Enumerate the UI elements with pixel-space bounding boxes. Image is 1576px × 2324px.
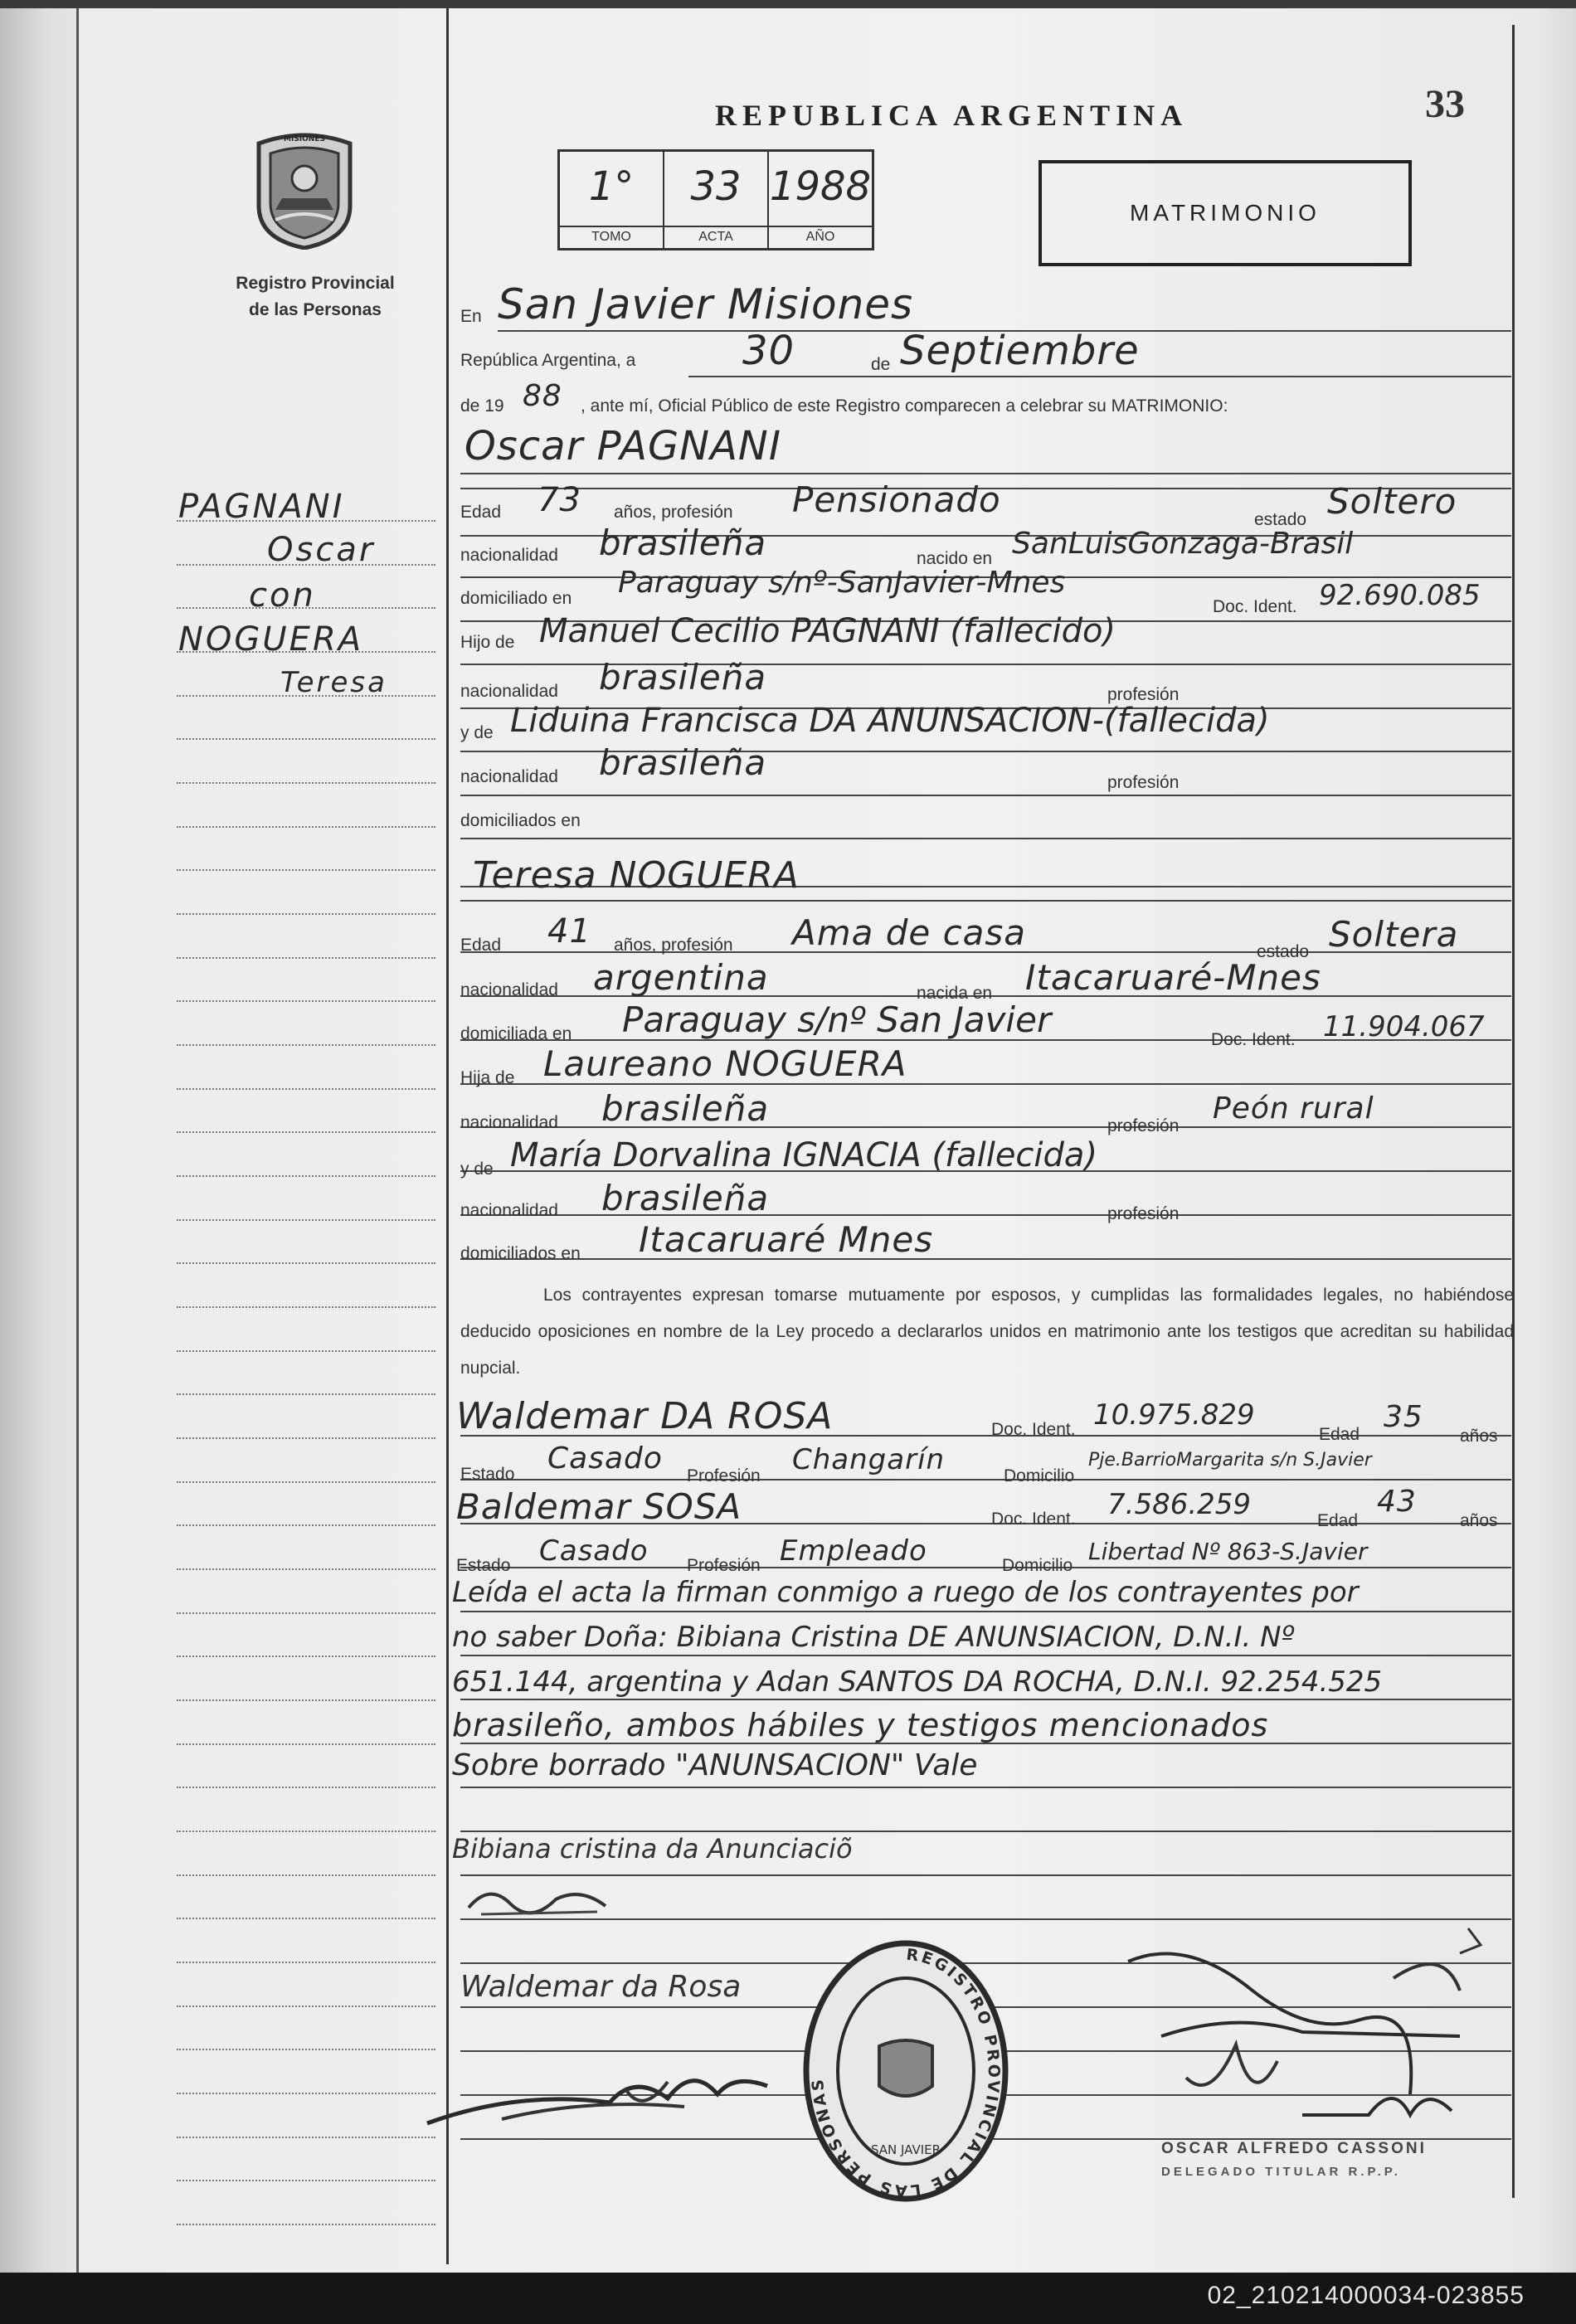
tomo-value: 1° [588,163,635,210]
tomo-cell [560,152,664,248]
province-emblem-icon [251,127,358,250]
groom-father-nac-label: nacionalidad [460,682,558,701]
note-line: Leída el acta la firman conmigo a ruego de los contrayentes por [452,1576,1359,1609]
groom-name: Oscar PAGNANI [465,423,781,469]
witness1-anos-label: años [1460,1427,1498,1446]
bride-mother-profesion-label: profesión [1107,1204,1180,1223]
bride-mother-nationality: brasileña [601,1178,770,1218]
page-number: 33 [1425,82,1465,126]
republica-label: República Argentina, a [460,351,636,370]
groom-father-profesion-label: profesión [1107,685,1180,704]
witness1-domicilio-label: Domicilio [1004,1466,1075,1485]
witness2-doc: 7.586.259 [1107,1488,1252,1521]
bride-birthplace: Itacaruaré-Mnes [1025,957,1321,998]
bride-profesion-label: años, profesión [614,936,733,955]
official-seal-icon [800,1937,1012,2206]
witness1-doc-label: Doc. Ident. [991,1420,1076,1439]
bride-name: Teresa NOGUERA [473,854,800,897]
groom-mother-nationality: brasileña [599,742,767,783]
groom-age: 73 [537,481,581,519]
ano-value: 1988 [769,163,872,210]
legal-text: Los contrayentes expresan tomarse mutuamente por esposos, y cumplidas las formalidades legales, no habiéndose deducido oposiciones en nombre de la Ley procedo a declararlos unidos en matrimonio ante los testigos que acreditan su habilidad nupcial. [460,1286,1514,1378]
witness2-domicile: Libertad Nº 863-S.Javier [1088,1538,1368,1565]
signature-witness2 [419,2040,800,2140]
signature-mark [465,1874,614,1924]
groom-mother-nac-label: nacionalidad [460,767,558,786]
witness1-edad-label: Edad [1319,1425,1360,1444]
seal-bottom-text: SAN JAVIER [870,2142,941,2157]
witness1-profession: Changarín [792,1443,946,1476]
bride-profession: Ama de casa [792,912,1027,953]
groom-domiciliados-label: domiciliados en [460,811,581,830]
ano-cell [769,152,872,248]
witness1-age: 35 [1384,1400,1423,1434]
month-value: Septiembre [900,328,1140,374]
bride-domicile: Paraguay s/nº San Javier [622,999,1052,1040]
bride-domiciliados-label: domiciliados en [460,1244,581,1263]
witness1-domicile: Pje.BarrioMargarita s/n S.Javier [1088,1450,1372,1471]
note-line: brasileño, ambos hábiles y testigos mencionados [452,1707,1269,1743]
groom-domiciliado-label: domiciliado en [460,589,572,608]
witness2-profesion-label: Profesión [687,1556,761,1575]
witness2-age: 43 [1377,1485,1417,1519]
note-line: 651.144, argentina y Adan SANTOS DA ROCHA, D.N.I. 92.254.525 [452,1665,1383,1699]
bride-status: Soltera [1329,914,1459,955]
witness1-doc: 10.975.829 [1093,1398,1255,1432]
record-page: REPUBLICA ARGENTINA 33 MISIONES Registro Provincial de las Personas 1° TOMO 33 ACTA 1988 AÑO MATRIMONIO PAGNANI Oscar con NOGUERA Teresa En San Javier Misiones República Argentina, a 30 de Septiembre de 19 88 , ante mí, Oficial Público de este Registro comparecen a celebrar su MATRIMONIO: Oscar PAGNANI Edad 73 años, profesión Pensionado estado Soltero nacionalidad brasileña nacido en SanLuisGonzaga-Brasil domiciliado en Paraguay s/nº-SanJavier-Mnes Doc. Ident. 92.690.085 Hijo de Manuel Cecilio PAGNANI (fallecido) nacionalidad brasileña profesión y de Liduina Francisca DA ANUNSACION-(fallecida) nacionalidad brasileña profesión domiciliados en Teresa NOGUERA Edad 41 años, profesión Ama de casa estado Soltera nacionalidad argentina nacida en Itacaruaré-Mnes domiciliada en Paraguay s/nº San Javier Doc. Ident. 11.904.067 Hija de Laureano NOGUERA nacionalidad brasileña profesión Peón rural y de María Dorvalina IGNACIA (fallecida) nacionalidad brasileña profesión domiciliados en Itacaruaré Mnes Los contrayentes expresan tomarse mutuamente por esposos, y cumplidas las formalidades legales, no habiéndose deducido oposiciones en nombre de la Ley procedo a declararlos unidos en matrimonio ante los testigos que acreditan su habilidad nupcial. Waldemar DA ROSA Doc. Ident. 10.975.829 Edad 35 años Estado Casado Profesión Changarín Domicilio Pje.BarrioMargarita s/n S.Javier Baldemar SOSA Doc. Ident. 7.586.259 Edad 43 años Estado Casado Profesión Empleado Domicilio Libertad Nº 863-S.Javier Leída el acta la firman conmigo a ruego de los contrayentes por no saber Doña: Bibiana Cristina DE ANUNSIACION, D.N.I. Nº 651.144, argentina y Adan SANTOS DA ROCHA, D.N.I. 92.254.525 brasileño, ambos hábiles y testigos mencionados Sobre borrado "ANUNSACION" Vale Bibiana cristina da Anunciaciõ Waldemar da Rosa REGISTRO PROVINCIAL DE LAS PERSONAS SAN JAVIER OSCAR ALFREDO CASSONI DELEGADO TITULAR R.P.P. [0,0,1576,2273]
bride-father-nationality: brasileña [601,1088,770,1129]
bride-nacionalidad-label: nacionalidad [460,980,558,999]
bride-edad-label: Edad [460,936,502,955]
groom-mother: Liduina Francisca DA ANUNSACION-(fallecida) [510,702,1270,740]
groom-hijo-label: Hijo de [460,633,515,652]
bride-age: 41 [547,912,591,951]
witness2-name: Baldemar SOSA [456,1486,742,1527]
acta-label: ACTA [664,226,767,245]
note-line: no saber Doña: Bibiana Cristina DE ANUNSIACION, D.N.I. Nº [452,1621,1295,1654]
bride-father-profesion-label: profesión [1107,1116,1180,1135]
year-suffix: 88 [523,379,562,413]
signature-waldemar: Waldemar da Rosa [460,1970,742,2004]
witness1-profesion-label: Profesión [687,1466,761,1485]
form-right-edge [1512,25,1515,2198]
witness2-profession: Empleado [780,1534,927,1568]
groom-nacionalidad-label: nacionalidad [460,546,558,565]
bride-father: Laureano NOGUERA [543,1043,907,1084]
de-label: de [871,355,891,374]
image-id-label: 02_210214000034-023855 [1207,2282,1525,2309]
registration-box [557,149,874,250]
year-prefix: de 19 [460,396,504,416]
witness1-status: Casado [547,1442,663,1476]
groom-father-nationality: brasileña [599,657,767,698]
groom-profession: Pensionado [792,479,1001,520]
bride-mother: María Dorvalina IGNACIA (fallecida) [510,1136,1098,1174]
bride-nacida-label: nacida en [917,984,993,1003]
witness2-anos-label: años [1460,1511,1498,1530]
registry-name: Registro Provincial de las Personas [236,274,395,319]
tomo-label: TOMO [560,226,663,245]
signer-name: OSCAR ALFREDO CASSONI [1161,2140,1427,2157]
witness1-name: Waldemar DA ROSA [456,1395,834,1437]
groom-doc: 92.690.085 [1319,579,1481,612]
groom-edad-label: Edad [460,503,502,522]
place-value: San Javier Misiones [498,280,914,328]
ano-label: AÑO [769,226,872,245]
acta-value: 33 [690,163,742,210]
book-binding [0,8,79,2281]
bride-yde-label: y de [460,1160,494,1179]
groom-doc-label: Doc. Ident. [1213,597,1297,616]
groom-nacido-label: nacido en [917,549,993,568]
bride-estado-label: estado [1257,942,1310,961]
country-title: REPUBLICA ARGENTINA [715,99,1189,132]
groom-birthplace: SanLuisGonzaga-Brasil [1012,527,1354,561]
bride-doc-label: Doc. Ident. [1211,1030,1296,1049]
bride-father-profession: Peón rural [1213,1092,1374,1126]
groom-yde-label: y de [460,723,494,742]
groom-nationality: brasileña [599,523,767,563]
groom-mother-profesion-label: profesión [1107,773,1180,792]
note-line: Sobre borrado "ANUNSACION" Vale [452,1748,978,1782]
signature-bibiana: Bibiana cristina da Anunciaciõ [452,1833,853,1865]
bride-mother-nac-label: nacionalidad [460,1201,558,1220]
groom-estado-label: estado [1254,510,1307,529]
bride-hija-label: Hija de [460,1068,515,1087]
en-label: En [460,307,482,326]
witness1-estado-label: Estado [460,1465,515,1484]
seal-ring-text: REGISTRO PROVINCIAL DE LAS PERSONAS [808,1945,1003,2200]
witness2-status: Casado [539,1534,649,1568]
bride-domiciliada-label: domiciliada en [460,1024,572,1043]
intro-text: , ante mí, Oficial Público de este Registro comparecen a celebrar su MATRIMONIO: [581,396,1228,416]
groom-profesion-label: años, profesión [614,503,733,522]
day-value: 30 [742,328,795,374]
bride-father-nac-label: nacionalidad [460,1113,558,1132]
bride-nationality: argentina [593,957,769,998]
witness2-domicilio-label: Domicilio [1002,1556,1073,1575]
witness2-estado-label: Estado [456,1556,511,1575]
signature-official [1111,1912,1501,2136]
record-type-box: MATRIMONIO [1039,160,1412,266]
emblem-text: MISIONES [284,135,325,143]
acta-cell [664,152,769,248]
bride-parents-domicile: Itacaruaré Mnes [639,1219,934,1260]
witness2-doc-label: Doc. Ident. [991,1510,1076,1529]
margin-divider [446,8,449,2264]
bride-doc: 11.904.067 [1323,1010,1485,1043]
groom-status: Soltero [1327,481,1457,522]
witness2-edad-label: Edad [1317,1511,1359,1530]
groom-father: Manuel Cecilio PAGNANI (fallecido) [539,612,1116,650]
groom-domicile: Paraguay s/nº-SanJavier-Mnes [618,566,1066,600]
signer-role: DELEGADO TITULAR R.P.P. [1161,2165,1401,2179]
